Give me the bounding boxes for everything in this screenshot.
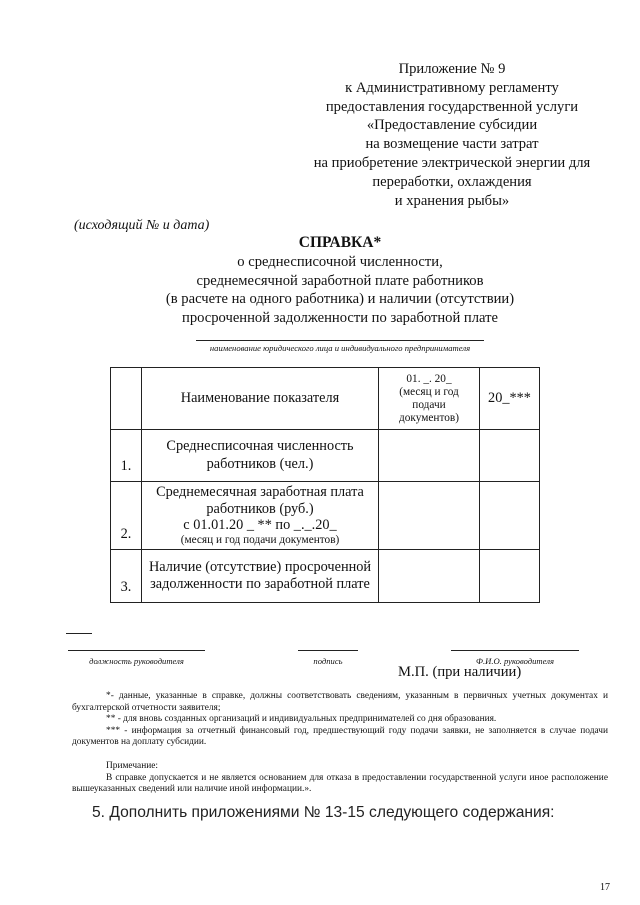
row-value-cell: [379, 482, 480, 550]
footnotes: [72, 691, 608, 749]
row-value-cell: [480, 430, 540, 482]
fio-line: [451, 650, 579, 651]
organization-name-caption: наименование юридического лица и индивидуального предпринимателя: [209, 343, 471, 353]
item-5-text: 5. Дополнить приложениями № 13-15 следующего содержания:: [92, 804, 555, 821]
title-line: среднемесячной заработной плате работников: [196, 272, 484, 289]
row-value-cell: [480, 550, 540, 603]
appendix-line: переработки, охлаждения: [372, 173, 532, 190]
row-value-cell: [480, 482, 540, 550]
header-period-note: (месяц и год подачи документов): [399, 385, 459, 424]
row-number: 3.: [111, 550, 142, 603]
title-line: просроченной задолженности по заработной плате: [182, 309, 498, 326]
footnote-3: *** - информация за отчетный финансовый год, предшествующий году подачи заявки, не заполняется в случае подачи документов на доплату субсидии.: [72, 725, 608, 748]
row-indicator: Среднесписочная численность работников (чел.): [142, 430, 379, 482]
row-number: 2.: [111, 482, 142, 550]
appendix-line: к Административному регламенту: [345, 79, 559, 96]
row-indicator: [142, 482, 379, 550]
signature-field: [298, 650, 358, 666]
page-number: 17: [600, 882, 610, 893]
appendix-line: на приобретение электрической энергии для: [313, 154, 591, 171]
footnote-2: ** - для вновь созданных организаций и индивидуальных предпринимателей со дня образования.: [106, 714, 497, 725]
appendix-line: предоставления государственной услуги: [325, 98, 579, 115]
organization-name-line: [196, 340, 484, 341]
row-indicator-line: Среднемесячная заработная плата работников (руб.): [156, 484, 364, 517]
indicators-table: [110, 367, 540, 603]
title-line: (в расчете на одного работника) и наличии (отсутствии): [165, 291, 515, 307]
table-row: [111, 482, 540, 550]
certificate-title-block: [90, 233, 590, 354]
certificate-title: СПРАВКА*: [298, 234, 382, 251]
table-row: [111, 430, 540, 482]
appendix-line: «Предоставление субсидии: [366, 117, 538, 134]
row-indicator: Наличие (отсутствие) просроченной задолженности по заработной плате: [142, 550, 379, 603]
note-block: [72, 761, 608, 796]
appendix-line: Приложение № 9: [398, 61, 506, 77]
table-header-row: [111, 368, 540, 430]
row-number: 1.: [111, 430, 142, 482]
footnote-1: *- данные, указанные в справке, должны соответствовать сведениям, указанным в первичных учетных документах и бухгалтерской отчетности заявителя;: [72, 691, 608, 713]
stamp-place: М.П. (при наличии): [398, 664, 522, 680]
row-value-cell: [379, 550, 480, 603]
appendix-line: на возмещение части затрат: [365, 136, 539, 153]
outgoing-number-date: (исходящий № и дата): [74, 218, 210, 233]
appendix-header: [292, 60, 612, 210]
header-period-date: 01. _. 20_: [406, 372, 452, 385]
note-text: В справке допускается и не является основанием для отказа в предоставлении государственной услуги иное расположение вышеуказанных сведений или наличие иной информации.».: [72, 772, 608, 795]
position-caption: должность руководителя: [89, 656, 184, 666]
header-name-cell: Наименование показателя: [142, 368, 379, 430]
row-indicator-note: (месяц и год подачи документов): [180, 533, 340, 546]
position-signature-field: [68, 650, 205, 666]
note-title: Примечание:: [106, 761, 159, 771]
appendix-line: и хранения рыбы»: [394, 192, 510, 209]
row-indicator-period: с 01.01.20 _ ** по _._.20_: [183, 517, 337, 534]
short-divider: [66, 633, 92, 634]
row-value-cell: [379, 430, 480, 482]
header-period-cell: [379, 368, 480, 430]
header-num-cell: [111, 368, 142, 430]
title-line: о среднесписочной численности,: [237, 254, 443, 270]
header-prev-year-cell: 20_***: [480, 368, 540, 430]
signature-line: [298, 650, 358, 651]
fio-caption: Ф.И.О. руководителя: [476, 656, 554, 666]
table-row: [111, 550, 540, 603]
signature-caption: подпись: [313, 656, 343, 666]
position-line: [68, 650, 205, 651]
